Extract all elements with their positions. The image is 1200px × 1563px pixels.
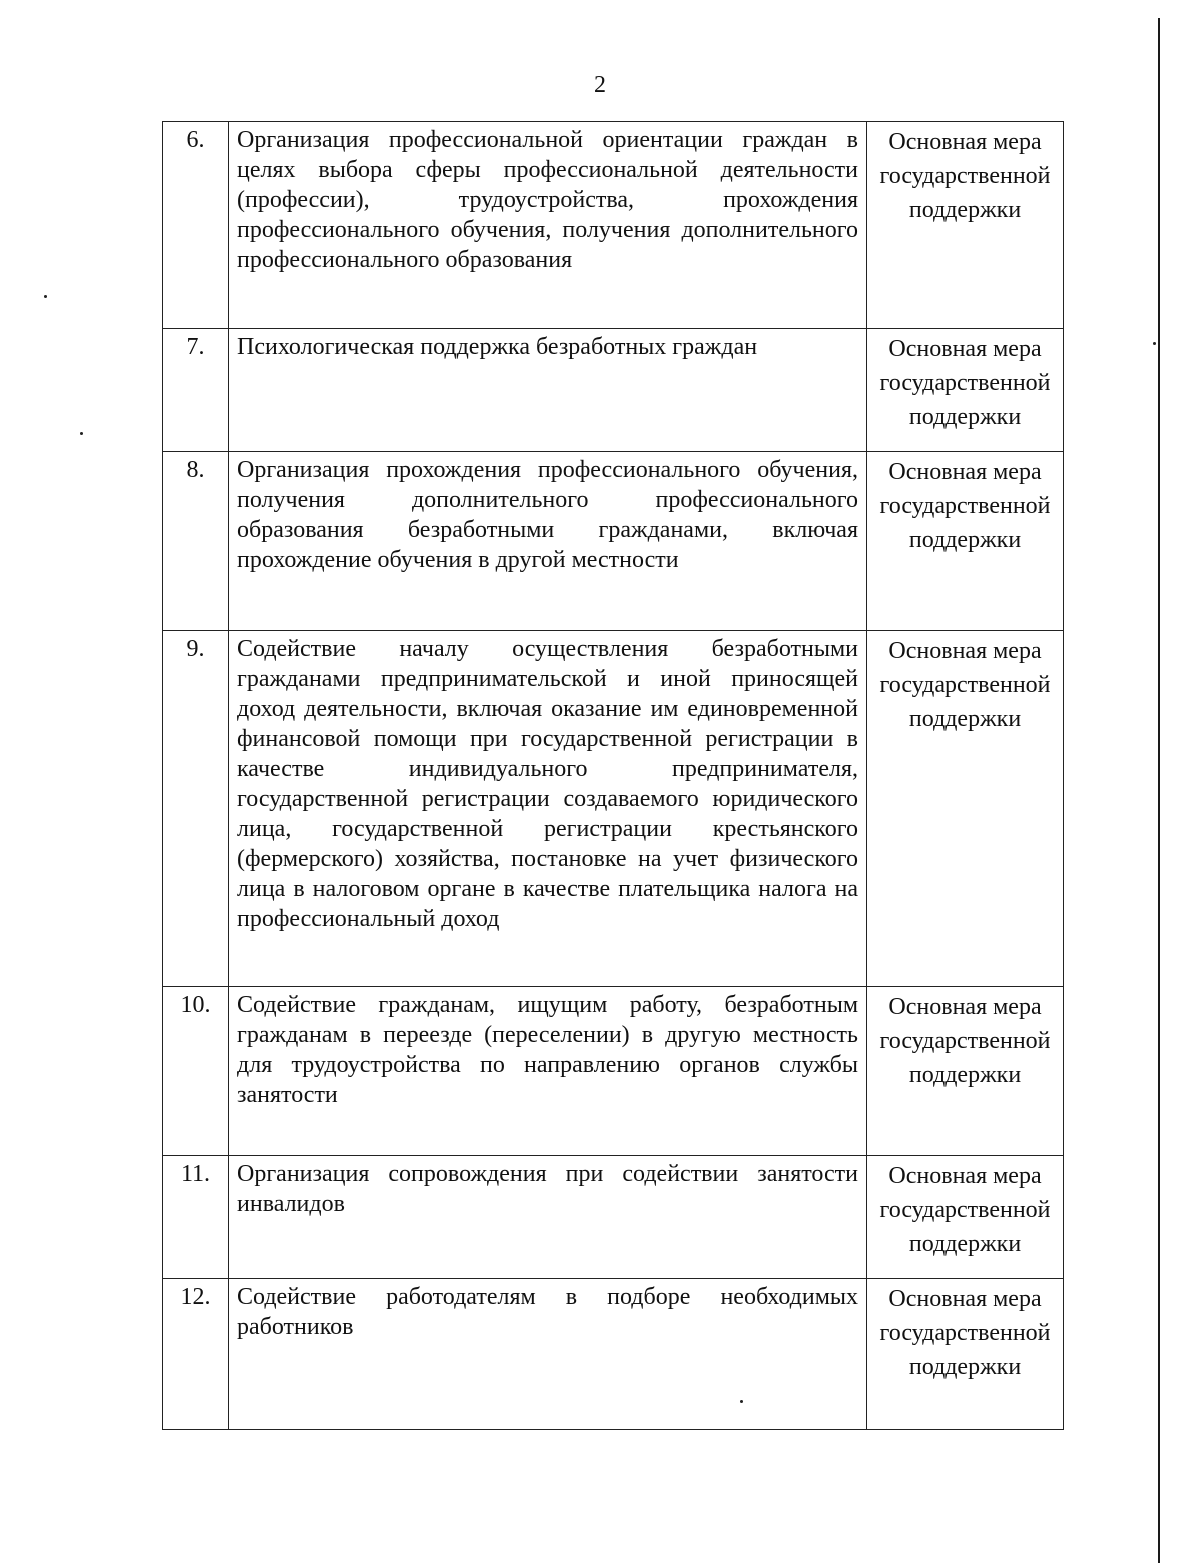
- page-number: 2: [594, 72, 606, 98]
- measures-table: [162, 121, 1064, 1430]
- table-row: [163, 1156, 1064, 1279]
- measure-type: Основная мера государственной поддержки: [867, 987, 1064, 1156]
- table-row: [163, 122, 1064, 329]
- table-row: [163, 329, 1064, 452]
- measure-type: Основная мера государственной поддержки: [867, 329, 1064, 452]
- measure-description: Содействие гражданам, ищущим работу, безработным гражданам в переезде (переселении) в другую местность для трудоустройства по направлению органов службы занятости: [229, 987, 867, 1156]
- scan-speck: [1153, 342, 1156, 345]
- measure-type: Основная мера государственной поддержки: [867, 122, 1064, 329]
- measure-type: Основная мера государственной поддержки: [867, 452, 1064, 631]
- measure-type: Основная мера государственной поддержки: [867, 1156, 1064, 1279]
- measure-description: Психологическая поддержка безработных граждан: [229, 329, 867, 452]
- row-number: 9.: [163, 631, 229, 987]
- row-number: 8.: [163, 452, 229, 631]
- measure-type: Основная мера государственной поддержки: [867, 1279, 1064, 1430]
- measure-description: Организация профессиональной ориентации граждан в целях выбора сферы профессиональной деятельности (профессии), трудоустройства, прохождения профессионального обучения, получения дополнительного профессионального образования: [229, 122, 867, 329]
- table-row: [163, 452, 1064, 631]
- measure-description: Организация прохождения профессионального обучения, получения дополнительного профессионального образования безработными гражданами, включая прохождение обучения в другой местности: [229, 452, 867, 631]
- measure-description: Организация сопровождения при содействии занятости инвалидов: [229, 1156, 867, 1279]
- row-number: 7.: [163, 329, 229, 452]
- row-number: 10.: [163, 987, 229, 1156]
- row-number: 12.: [163, 1279, 229, 1430]
- measure-type: Основная мера государственной поддержки: [867, 631, 1064, 987]
- table-row: [163, 1279, 1064, 1430]
- row-number: 6.: [163, 122, 229, 329]
- measure-description: Содействие работодателям в подборе необходимых работников: [229, 1279, 867, 1430]
- scan-edge-line: [1158, 18, 1160, 1563]
- scan-speck: [80, 432, 83, 435]
- scan-speck: [44, 295, 47, 298]
- table-row: [163, 987, 1064, 1156]
- row-number: 11.: [163, 1156, 229, 1279]
- measure-description: Содействие началу осуществления безработными гражданами предпринимательской и иной приносящей доход деятельности, включая оказание им единовременной финансовой помощи при государственной регистрации в качестве индивидуального предпринимателя, государственной регистрации создаваемого юридического лица, государственной регистрации крестьянского (фермерского) хозяйства, постановке на учет физического лица в налоговом органе в качестве плательщика налога на профессиональный доход: [229, 631, 867, 987]
- table-row: [163, 631, 1064, 987]
